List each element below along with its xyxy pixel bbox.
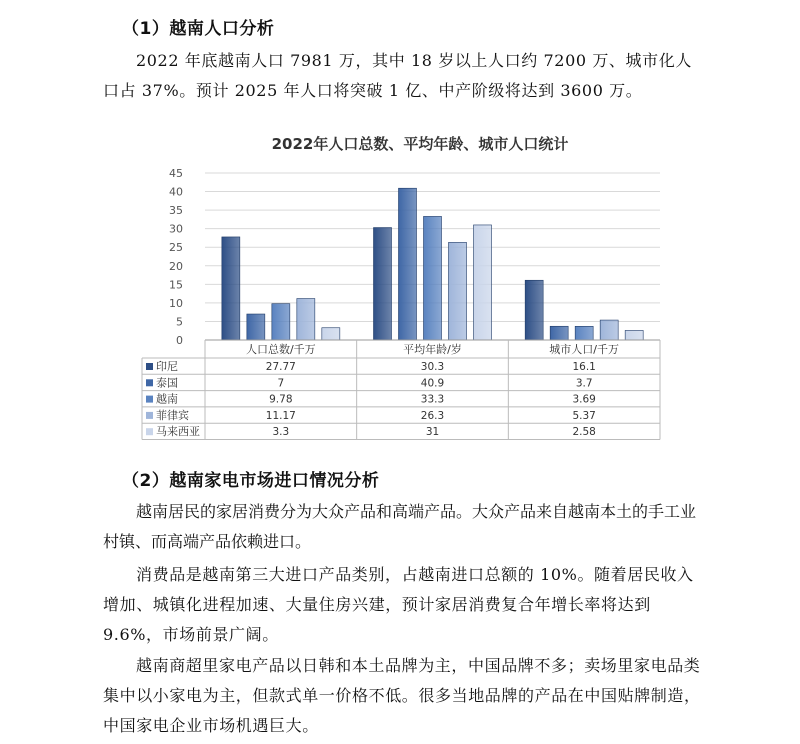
bar-越南-1 — [424, 216, 442, 340]
chart-bars — [222, 188, 643, 340]
bar-印尼-2 — [525, 280, 543, 340]
y-tick-label: 45 — [169, 167, 183, 180]
data-label: 26.3 — [420, 409, 445, 422]
section1-heading: （1）越南人口分析 — [122, 19, 275, 39]
y-tick-label: 15 — [169, 278, 183, 292]
category-label: 平均年龄/岁 — [403, 343, 462, 356]
y-tick-label: 30 — [169, 222, 183, 236]
data-label: 3.3 — [272, 426, 290, 439]
legend-label: 越南 — [156, 392, 178, 406]
y-tick-label: 20 — [169, 259, 183, 273]
legend-label: 泰国 — [156, 376, 178, 390]
data-label: 3.7 — [575, 377, 593, 390]
legend-swatch-菲律宾 — [146, 412, 153, 419]
data-label: 16.1 — [572, 361, 596, 373]
data-label: 30.3 — [420, 361, 445, 373]
category-label: 城市人口/千万 — [549, 343, 620, 356]
bar-泰国-2 — [550, 326, 568, 340]
data-label: 31 — [425, 426, 440, 439]
y-tick-label: 10 — [169, 296, 183, 310]
bar-菲律宾-2 — [600, 320, 618, 340]
y-tick-label: 25 — [169, 241, 183, 255]
bar-泰国-0 — [247, 314, 265, 340]
data-label: 7 — [277, 377, 285, 390]
data-label: 33.3 — [420, 393, 445, 406]
bar-菲律宾-0 — [297, 299, 315, 340]
population-paragraph: 2022 年底越南人口 7981 万，其中 18 岁以上人口约 7200 万、城市化人口占 37%。预计 2025 年人口将突破 1 亿、中产阶级将达到 3600 万。 — [103, 51, 692, 100]
data-label: 2.58 — [572, 426, 596, 439]
data-label: 40.9 — [420, 377, 445, 390]
consumption-paragraph: 越南居民的家居消费分为大众产品和高端产品。大众产品来自越南本土的手工业村镇、而高端产品依赖进口。 — [103, 502, 697, 551]
bar-印尼-1 — [374, 228, 392, 340]
data-label: 5.37 — [572, 409, 596, 422]
data-label: 3.69 — [572, 393, 596, 406]
bar-马来西亚-0 — [322, 328, 340, 340]
import-paragraph: 消费品是越南第三大进口产品类别，占越南进口总额的 10%。随着居民收入增加、城镇化进程加速、大量住房兴建，预计家居消费复合年增长率将达到 9.6%，市场前景广阔。 — [103, 565, 694, 644]
legend-swatch-泰国 — [146, 379, 153, 386]
bar-越南-0 — [272, 304, 290, 340]
y-tick-label: 35 — [169, 204, 183, 218]
legend-label: 菲律宾 — [156, 408, 189, 422]
legend-swatch-马来西亚 — [146, 428, 153, 435]
section2-heading: （2）越南家电市场进口情况分析 — [122, 471, 380, 491]
data-label: 9.78 — [269, 393, 293, 406]
bar-马来西亚-1 — [474, 225, 492, 340]
bar-泰国-1 — [399, 188, 417, 340]
y-tick-label: 40 — [169, 185, 183, 199]
data-label: 27.77 — [265, 361, 296, 373]
brand-paragraph: 越南商超里家电产品以日韩和本土品牌为主，中国品牌不多；卖场里家电品类集中以小家电为主，但款式单一价格不低。很多当地品牌的产品在中国贴牌制造，中国家电企业市场机遇巨大。 — [103, 656, 701, 735]
bar-马来西亚-2 — [625, 330, 643, 340]
bar-菲律宾-1 — [449, 242, 467, 340]
bar-印尼-0 — [222, 237, 240, 340]
chart-data-table — [142, 340, 660, 440]
legend-label: 印尼 — [156, 360, 178, 373]
y-tick-label: 0 — [176, 334, 183, 347]
y-tick-label: 5 — [176, 315, 183, 329]
legend-swatch-越南 — [146, 396, 153, 403]
category-label: 人口总数/千万 — [245, 343, 316, 356]
y-axis-ticks — [169, 167, 183, 347]
bar-越南-2 — [575, 326, 593, 340]
legend-swatch-印尼 — [146, 363, 153, 370]
data-label: 11.17 — [265, 409, 296, 422]
population-chart — [140, 128, 665, 450]
legend-label: 马来西亚 — [156, 425, 200, 439]
chart-title: 2022年人口总数、平均年龄、城市人口统计 — [271, 135, 569, 153]
